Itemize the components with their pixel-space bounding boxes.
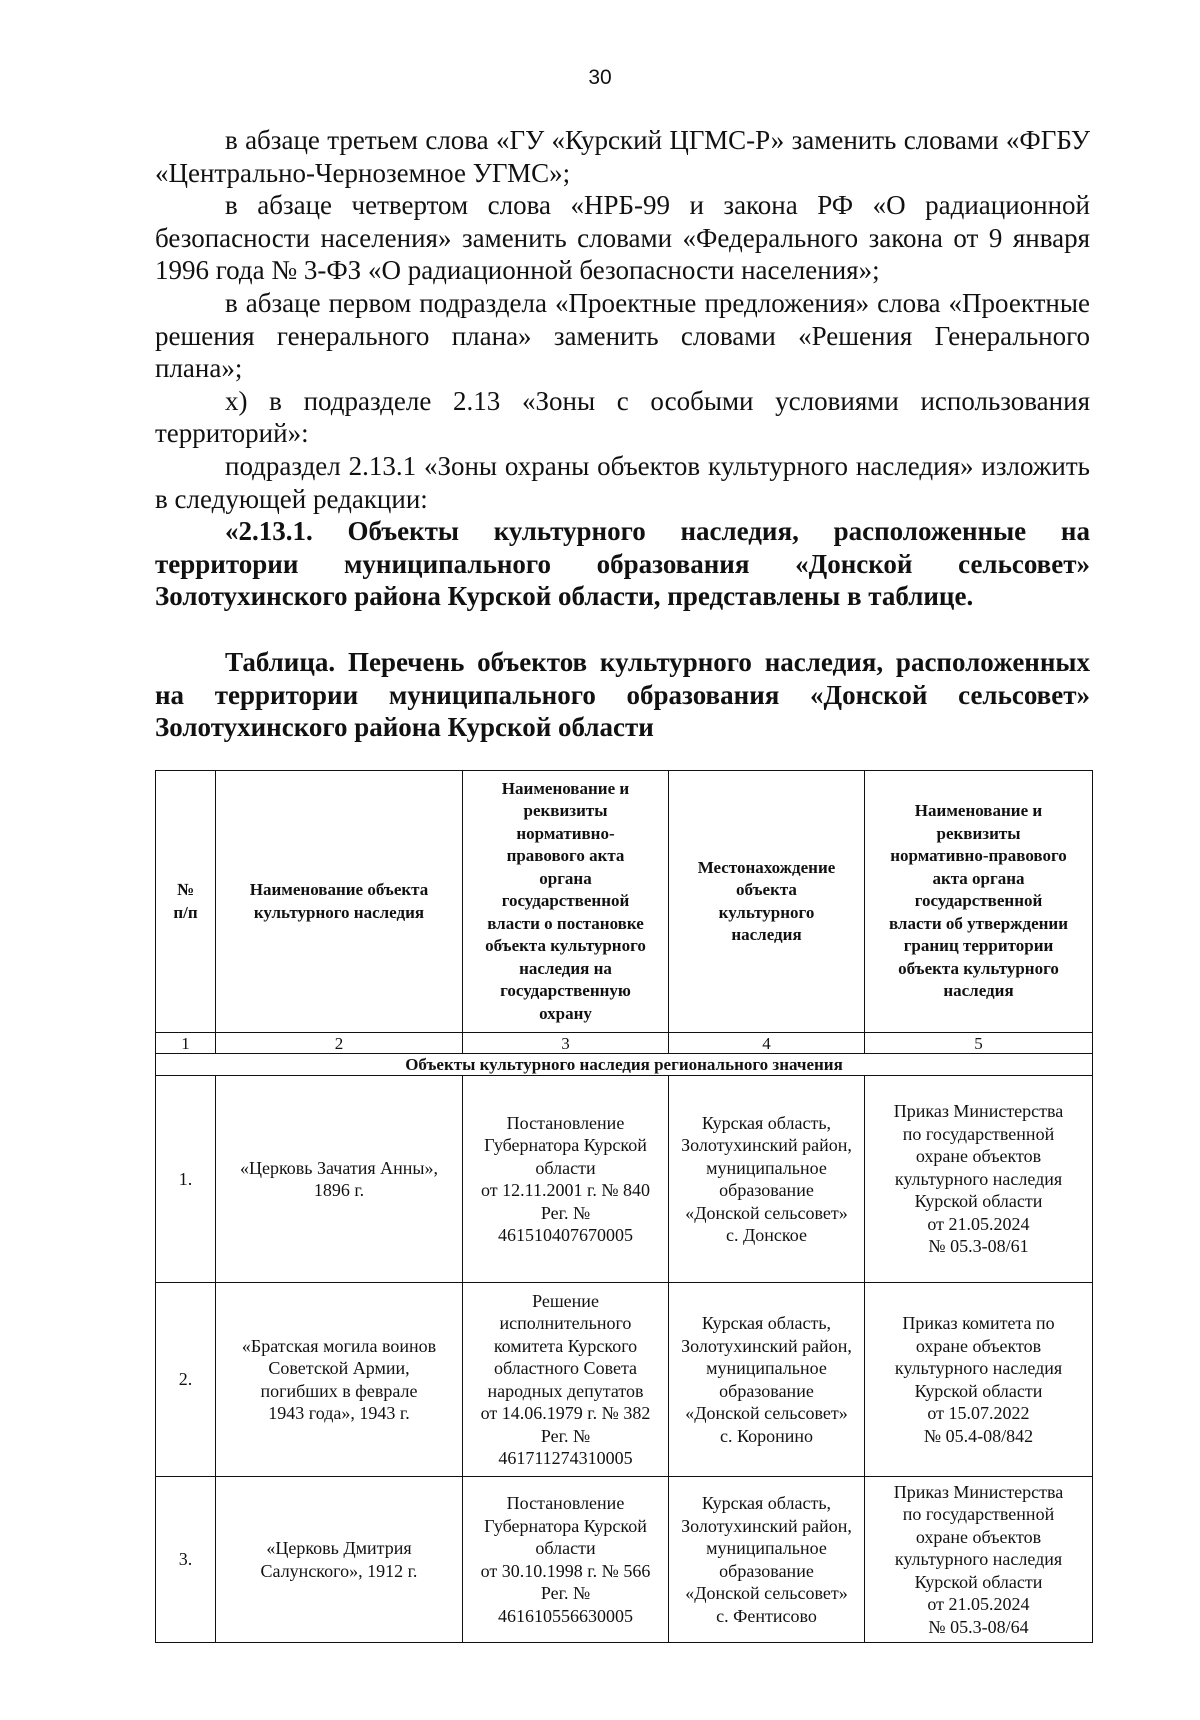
paragraph: в абзаце первом подраздела «Проектные предложения» слова «Проектные решения генерального плана» заменить словами «Решения Генерального плана»; [155,287,1090,384]
cell-text-line: Советской Армии, [268,1358,410,1378]
cell-text-line: 1896 г. [313,1180,365,1200]
cell-text-line: объекта культурного [898,958,1059,978]
cell-text-line: от 15.07.2022 [927,1403,1030,1423]
cell-text-line: власти об утверждении [888,913,1069,933]
cell-text-line: культурного наследия [894,1549,1063,1570]
header-cell [865,771,1093,1033]
paragraph-bold: «2.13.1. Объекты культурного наследия, расположенные на территории муниципального образования «Донской сельсовет» Золотухинского района Курской области, представлены в таблице. [155,516,1090,612]
cell-text-line: Золотухинский район, [681,1135,852,1155]
cell-text-line: охрану [539,1003,592,1023]
cell-text-line: объекта культурного [485,936,646,956]
cell-text-line: Салунского», 1912 г. [260,1560,418,1581]
object-location [669,1283,865,1477]
cell-text-line: с. Донское [726,1225,807,1245]
header-cell [156,771,216,1033]
object-name [216,1477,463,1643]
cell-text-line: границ территории [903,936,1054,956]
cell-text-line: образование [719,1380,814,1401]
header-cell [463,771,669,1033]
paragraph: х) в подразделе 2.13 «Зоны с особыми условиями использования территорий»: [155,385,1090,449]
page-number: 30 [588,66,612,89]
column-number: 5 [865,1033,1093,1054]
cell-text-line: Рег. № [540,1202,591,1223]
header-cell [669,771,865,1033]
cell-text-line: культурного наследия [253,902,425,922]
cell-text-line: Наименование объекта [249,880,429,899]
cell-text-line: от 30.10.1998 г. № 566 [480,1560,651,1581]
cell-text-line: муниципальное [706,1157,827,1178]
row-number [156,1283,216,1477]
object-name [216,1283,463,1477]
cell-text-line: реквизиты [523,801,608,821]
cell-text-line: Рег. № [540,1583,591,1603]
protection-act [463,1477,669,1643]
cell-text-line: 461610556630005 [498,1605,633,1626]
cell-text-line: «Церковь Зачатия Анны», [239,1157,439,1178]
cell-text-line: Курской области [914,1191,1043,1212]
cell-text-line: Губернатора Курской [484,1515,647,1536]
column-number: 3 [463,1033,669,1054]
body-text [155,124,1090,613]
cell-text-line: Постановление [506,1493,625,1513]
cell-text-line: Наименование и [914,801,1043,821]
cell-text-line: наследия [943,981,1014,1001]
object-location [669,1076,865,1283]
cell-text-line: с. Коронино [720,1425,813,1446]
cell-text-line: Решение [532,1290,599,1311]
cell-text-line: 3. [178,1549,193,1570]
cell-text-line: Золотухинский район, [681,1515,852,1536]
cell-text-line: Курская область, [701,1313,832,1333]
cell-text-line: п/п [173,902,198,922]
cell-text-line: власти о постановке [487,913,644,933]
cell-text-line: от 21.05.2024 [927,1213,1030,1234]
protection-act [463,1076,669,1283]
cell-text-line: Курская область, [701,1493,832,1513]
cell-text-line: акта органа [932,868,1025,888]
cell-text-line: Приказ Министерства [893,1101,1064,1122]
cell-text-line: правового акта [506,846,625,866]
cell-text-line: наследия [731,925,802,944]
cell-text-line: исполнительного [499,1313,632,1333]
cell-text-line: № 05.3-08/64 [928,1616,1029,1637]
cell-text-line: «Братская могила воинов [241,1335,437,1356]
cell-text-line: государственной [501,891,630,911]
cell-text-line: охране объектов [915,1526,1042,1547]
cell-text-line: государственной [914,891,1043,911]
cell-text-line: образование [719,1180,814,1200]
section-title: Объекты культурного наследия регионального значения [156,1054,1093,1076]
paragraph: в абзаце четвертом слова «НРБ-99 и закона РФ «О радиационной безопасности населения» заменить словами «Федерального закона от 9 января 1996 года № 3-ФЗ «О радиационной безопасности населения»; [155,190,1090,286]
cell-text-line: нормативно-правового [890,846,1067,866]
cell-text-line: № [176,880,195,899]
cell-text-line: Курской области [914,1571,1043,1592]
cell-text-line: 461711274310005 [498,1448,633,1468]
cell-text-line: реквизиты [936,823,1021,843]
cell-text-line: культурного наследия [894,1358,1063,1378]
cell-text-line: Рег. № [540,1425,591,1446]
cell-text-line: наследия на [519,958,612,978]
boundary-act [865,1076,1093,1283]
cell-text-line: культурного [718,902,815,922]
cell-text-line: от 21.05.2024 [927,1594,1030,1615]
cell-text-line: Постановление [506,1112,625,1133]
section-row [156,1054,1093,1076]
cell-text-line: 1943 года», 1943 г. [268,1403,410,1423]
protection-act [463,1283,669,1477]
cell-text-line: от 12.11.2001 г. № 840 [481,1180,650,1200]
cell-text-line: по государственной [902,1504,1055,1525]
column-number: 2 [216,1033,463,1054]
cell-text-line: Наименование и [501,778,630,798]
row-number [156,1076,216,1283]
cell-text-line: «Церковь Дмитрия [266,1538,412,1558]
column-number-row [156,1033,1093,1054]
table-row [156,1477,1093,1643]
cell-text-line: № 05.3-08/61 [928,1236,1029,1257]
cell-text-line: нормативно- [516,823,615,843]
cell-text-line: охране объектов [915,1146,1042,1167]
cell-text-line: культурного наследия [894,1168,1063,1189]
object-location [669,1477,865,1643]
cell-text-line: муниципальное [706,1358,827,1378]
cell-text-line: области [535,1538,596,1558]
cell-text-line: Курской области [914,1380,1043,1401]
row-number [156,1477,216,1643]
heritage-objects-table [155,770,1093,1643]
cell-text-line: от 14.06.1979 г. № 382 [480,1403,651,1423]
cell-text-line: Приказ Министерства [893,1481,1064,1502]
cell-text-line: комитета Курского [493,1335,638,1356]
cell-text-line: народных депутатов [487,1380,644,1401]
table-header-row [156,771,1093,1033]
header-cell [216,771,463,1033]
cell-text-line: «Донской сельсовет» [685,1202,848,1223]
table-row [156,1283,1093,1477]
column-number: 1 [156,1033,216,1054]
cell-text-line: Курская область, [701,1112,832,1133]
cell-text-line: Приказ комитета по [902,1313,1055,1333]
cell-text-line: Губернатора Курской [484,1135,647,1155]
cell-text-line: муниципальное [706,1538,827,1558]
cell-text-line: с. Фентисово [716,1605,817,1626]
cell-text-line: 2. [178,1369,193,1390]
object-name [216,1076,463,1283]
paragraph: в абзаце третьем слова «ГУ «Курский ЦГМС-Р» заменить словами «ФГБУ «Центрально-Черноземное УГМС»; [155,125,1090,188]
cell-text-line: 461510407670005 [498,1225,633,1245]
cell-text-line: № 05.4-08/842 [923,1425,1034,1446]
cell-text-line: Местонахождение [697,857,836,877]
paragraph: подраздел 2.13.1 «Зоны охраны объектов культурного наследия» изложить в следующей редакции: [155,450,1090,514]
column-number: 4 [669,1033,865,1054]
cell-text-line: образование [719,1560,814,1581]
cell-text-line: «Донской сельсовет» [685,1403,848,1423]
cell-text-line: погибших в феврале [260,1380,418,1401]
cell-text-line: государственную [500,981,631,1001]
cell-text-line: органа [539,868,592,888]
cell-text-line: по государственной [902,1123,1055,1144]
cell-text-line: областного Совета [493,1358,638,1378]
cell-text-line: «Донской сельсовет» [685,1583,848,1603]
table-row [156,1076,1093,1283]
cell-text-line: объекта [736,880,797,899]
cell-text-line: Золотухинский район, [681,1335,852,1356]
boundary-act [865,1283,1093,1477]
cell-text-line: области [535,1157,596,1178]
cell-text-line: охране объектов [915,1335,1042,1356]
cell-text-line: 1. [178,1168,193,1189]
table-caption: Таблица. Перечень объектов культурного наследия, расположенных на территории муниципального образования «Донской сельсовет» Золотухинского района Курской области [155,647,1090,743]
boundary-act [865,1477,1093,1643]
